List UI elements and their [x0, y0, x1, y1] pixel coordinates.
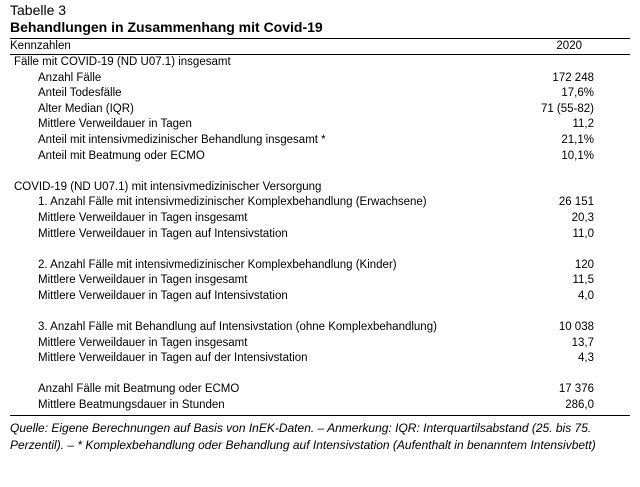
table-body — [10, 55, 630, 414]
row-label: Anteil Todesfälle — [38, 87, 122, 100]
table-row — [10, 133, 630, 149]
table-row — [10, 86, 630, 102]
section-row — [10, 55, 630, 71]
row-value: 17 376 — [558, 383, 594, 396]
row-label: Mittlere Verweildauer in Tagen auf Intensivstation — [38, 227, 288, 240]
row-label: Mittlere Verweildauer in Tagen — [38, 118, 192, 131]
table-row — [10, 211, 630, 227]
row-value: 17,6% — [561, 87, 594, 100]
row-value: 10,1% — [561, 149, 594, 162]
row-label: Mittlere Verweildauer in Tagen auf Intensivstation — [38, 289, 288, 302]
row-label: 1. Anzahl Fälle mit intensivmedizinischer Komplexbehandlung (Erwachsene) — [38, 196, 427, 209]
section-row — [10, 180, 630, 196]
row-value: 71 (55-82) — [540, 102, 594, 115]
row-label: Mittlere Verweildauer in Tagen insgesamt — [38, 336, 248, 349]
row-value: 21,1% — [561, 133, 594, 146]
header-year: 2020 — [556, 40, 582, 52]
row-spacer — [10, 164, 630, 180]
row-value: 11,5 — [572, 274, 594, 287]
row-value: 120 — [574, 258, 594, 271]
row-value: 4,3 — [578, 352, 594, 365]
row-spacer — [10, 367, 630, 383]
row-label: Mittlere Beatmungsdauer in Stunden — [38, 399, 225, 412]
table-row — [10, 195, 630, 211]
table-row — [10, 227, 630, 243]
table-row — [10, 336, 630, 352]
table-figure — [10, 2, 630, 454]
table-row — [10, 398, 630, 414]
table-label: Tabelle 3 — [10, 2, 67, 18]
row-label: Anzahl Fälle mit Beatmung oder ECMO — [38, 383, 240, 396]
table-row — [10, 117, 630, 133]
row-label: Anteil mit intensivmedizinischer Behandlung insgesamt * — [38, 133, 326, 146]
row-label: Mittlere Verweildauer in Tagen auf der Intensivstation — [38, 352, 308, 365]
table-row — [10, 382, 630, 398]
row-value: 20,3 — [571, 211, 594, 224]
row-label: COVID-19 (ND U07.1) mit intensivmedizinischer Versorgung — [14, 180, 322, 193]
row-value: 26 151 — [558, 196, 594, 209]
header-kennzahlen: Kennzahlen — [10, 40, 71, 52]
table-row — [10, 351, 630, 367]
table-row — [10, 102, 630, 118]
row-label: Alter Median (IQR) — [38, 102, 134, 115]
row-value — [594, 180, 630, 196]
row-value: 13,7 — [571, 336, 594, 349]
row-value: 286,0 — [565, 399, 594, 412]
table-row — [10, 273, 630, 289]
row-label: Mittlere Verweildauer in Tagen insgesamt — [38, 274, 248, 287]
table-row — [10, 320, 630, 336]
table-row — [10, 149, 630, 165]
source-note: Quelle: Eigene Berechnungen auf Basis von InEK-Daten. – Anmerkung: IQR: Interquartilsabstand (25. bis 75. Perzentil). – * Komplexbehandlung oder Behandlung auf Intensivstation (Aufenthalt in benanntem Intensivbett) — [10, 420, 596, 452]
row-value: 10 038 — [558, 321, 594, 334]
row-label: Anzahl Fälle — [38, 71, 102, 84]
table-row — [10, 258, 630, 274]
row-label: Anteil mit Beatmung oder ECMO — [38, 149, 205, 162]
table-title: Behandlungen in Zusammenhang mit Covid-19 — [10, 19, 323, 35]
row-value: 172 248 — [552, 71, 594, 84]
row-spacer — [10, 242, 630, 258]
row-label: 3. Anzahl Fälle mit Behandlung auf Intensivstation (ohne Komplexbehandlung) — [38, 321, 437, 334]
table-row — [10, 289, 630, 305]
table-row — [10, 71, 630, 87]
row-label: 2. Anzahl Fälle mit intensivmedizinischer Komplexbehandlung (Kinder) — [38, 258, 397, 271]
bottom-rule — [10, 415, 630, 416]
row-label: Fälle mit COVID-19 (ND U07.1) insgesamt — [14, 56, 231, 68]
row-label: Mittlere Verweildauer in Tagen insgesamt — [38, 211, 248, 224]
row-value: 4,0 — [578, 289, 594, 302]
row-value: 11,2 — [572, 118, 594, 131]
row-spacer — [10, 305, 630, 321]
table-header — [10, 39, 630, 54]
row-value — [594, 55, 630, 71]
row-value: 11,0 — [572, 227, 594, 240]
